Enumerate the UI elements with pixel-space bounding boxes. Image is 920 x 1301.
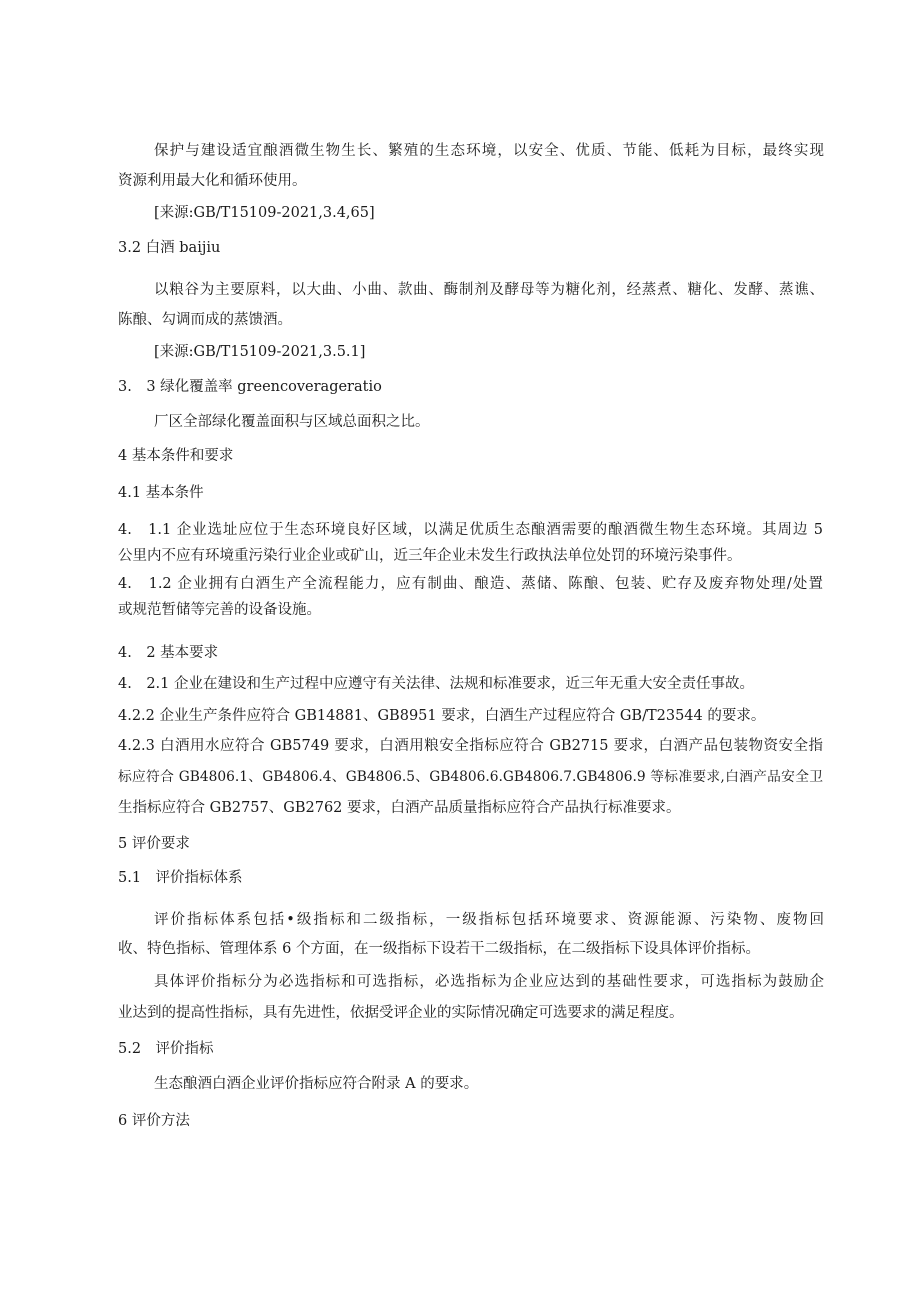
paragraph-line: 具体评价指标分为必选指标和可选指标，必选指标为企业应达到的基础性要求，可选指标为鼓励企 bbox=[154, 974, 824, 990]
paragraph-line: 生指标应符合 GB2757、GB2762 要求，白酒产品质量指标应符合产品执行标准要求。 bbox=[118, 800, 681, 816]
source-citation: [来源:GB/T15109-2021,3.4,65] bbox=[154, 205, 375, 221]
paragraph-line: 生态酿酒白酒企业评价指标应符合附录 A 的要求。 bbox=[154, 1076, 479, 1092]
section-heading: 6 评价方法 bbox=[118, 1113, 190, 1129]
paragraph-line: 评价指标体系包括•级指标和二级指标，一级指标包括环境要求、资源能源、污染物、废物回 bbox=[154, 912, 824, 928]
section-heading: 4.1 基本条件 bbox=[118, 485, 204, 501]
paragraph-line: 陈酿、勾调而成的蒸馈酒。 bbox=[118, 312, 292, 328]
paragraph-line: 公里内不应有环境重污染行业企业或矿山，近三年企业未发生行政执法单位处罚的环境污染事件。 bbox=[118, 548, 742, 564]
source-citation: [来源:GB/T15109-2021,3.5.1] bbox=[154, 344, 366, 360]
section-heading: 5.1 评价指标体系 bbox=[118, 870, 243, 886]
paragraph-line: 以粮谷为主要原料，以大曲、小曲、款曲、酶制剂及酵母等为糖化剂，经蒸煮、糖化、发酵、蒸谯、 bbox=[154, 282, 824, 298]
paragraph-line: 标应符合 GB4806.1、GB4806.4、GB4806.5、GB4806.6.GB4806.7.GB4806.9 等标准要求,白酒产品安全卫 bbox=[118, 769, 823, 785]
paragraph-line: 4.2.3 白酒用水应符合 GB5749 要求，白酒用粮安全指标应符合 GB2715 要求，白酒产品包装物资安全指 bbox=[118, 738, 823, 754]
section-heading: 3. 3 绿化覆盖率 greencoverageratio bbox=[118, 379, 382, 395]
paragraph-line: 业达到的提高性指标，具有先进性，依据受评企业的实际情况确定可选要求的满足程度。 bbox=[118, 1005, 684, 1021]
paragraph-line: 4.2.2 企业生产条件应符合 GB14881、GB8951 要求，白酒生产过程应符合 GB/T23544 的要求。 bbox=[118, 708, 766, 724]
section-heading: 5.2 评价指标 bbox=[118, 1041, 214, 1057]
paragraph-line: 4. 1.2 企业拥有白酒生产全流程能力，应有制曲、酿造、蒸储、陈酿、包装、贮存及废弃物处理/处置 bbox=[118, 576, 823, 592]
section-heading: 5 评价要求 bbox=[118, 836, 190, 852]
paragraph-line: 厂区全部绿化覆盖面积与区域总面积之比。 bbox=[154, 414, 430, 430]
section-heading: 3.2 白酒 baijiu bbox=[118, 240, 221, 256]
paragraph-line: 资源利用最大化和循环使用。 bbox=[118, 173, 307, 189]
section-heading: 4. 2 基本要求 bbox=[118, 645, 219, 661]
paragraph-line: 保护与建设适宜酿酒微生物生长、繁殖的生态环境，以安全、优质、节能、低耗为目标，最终实现 bbox=[154, 143, 824, 159]
section-heading: 4 基本条件和要求 bbox=[118, 448, 234, 464]
paragraph-line: 或规范暂储等完善的设备设施。 bbox=[118, 602, 321, 618]
paragraph-line: 4. 1.1 企业选址应位于生态环境良好区域，以满足优质生态酿酒需要的酿酒微生物生态环境。其周边 5 bbox=[118, 522, 823, 538]
paragraph-line: 收、特色指标、管理体系 6 个方面，在一级指标下设若干二级指标，在二级指标下设具体评价指标。 bbox=[118, 941, 760, 957]
paragraph-line: 4. 2.1 企业在建设和生产过程中应遵守有关法律、法规和标准要求，近三年无重大安全责任事故。 bbox=[118, 676, 754, 692]
